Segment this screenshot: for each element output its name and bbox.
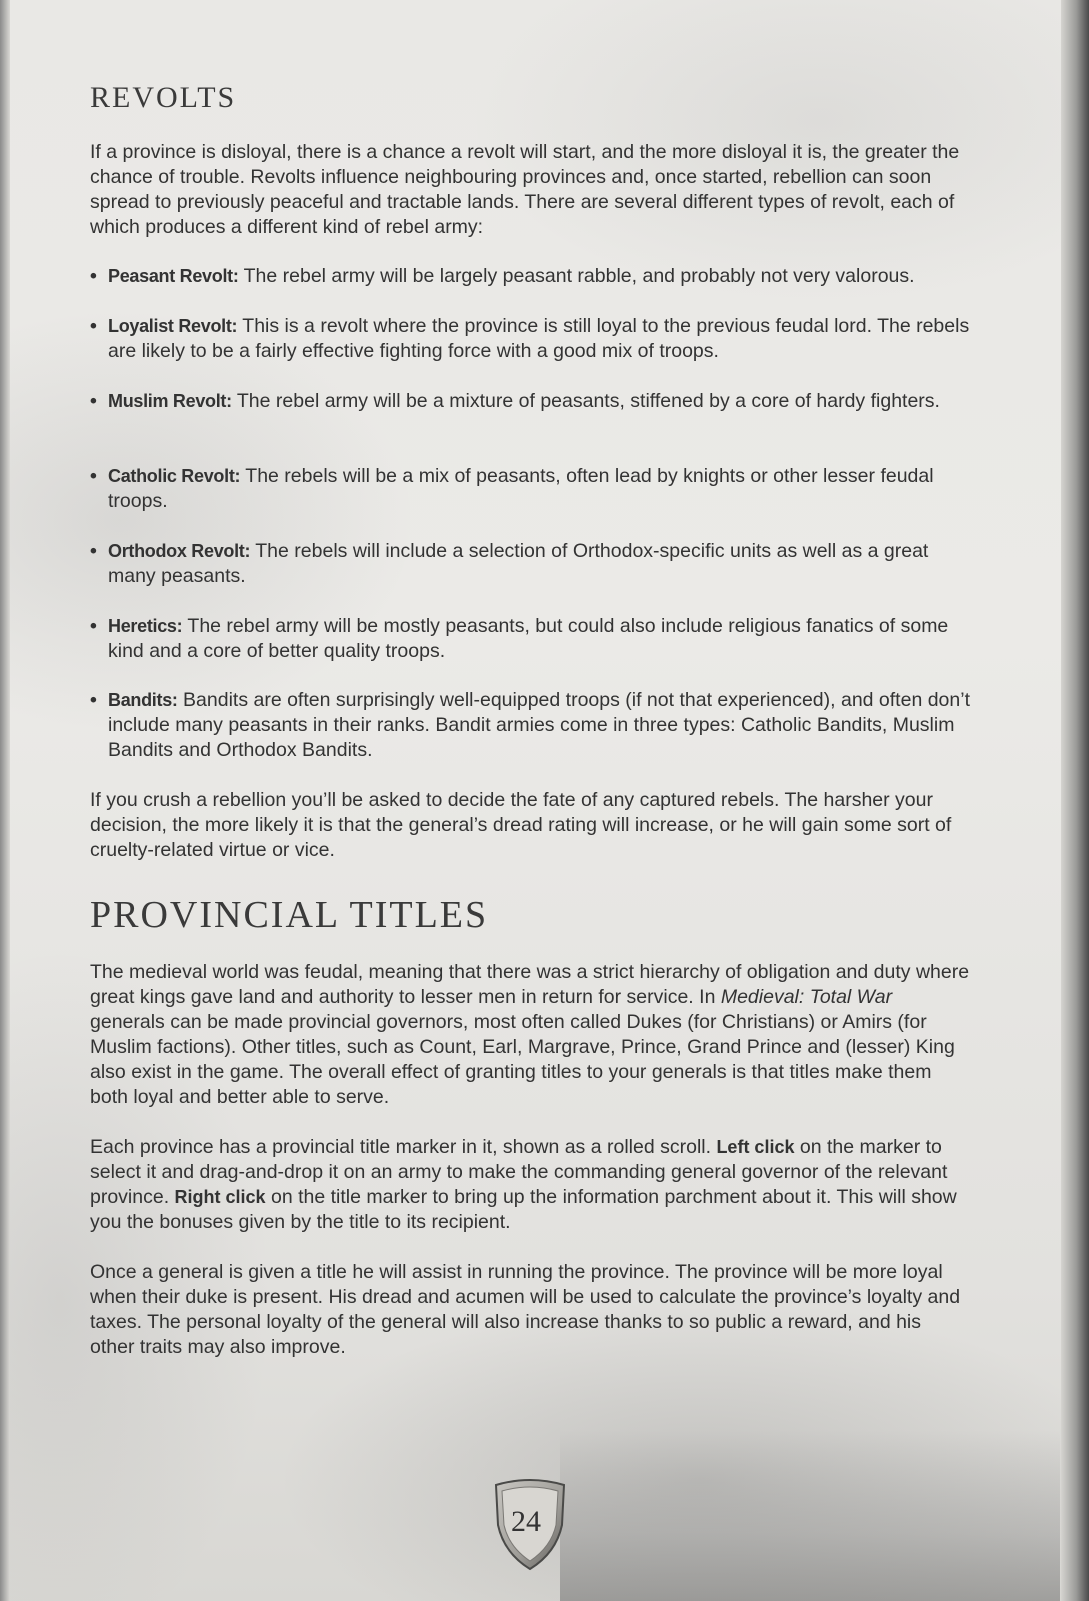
p2-text-end: on the title marker to bring up the information parchment about it. This will show you the bonuses given by the title to its recipient. (90, 1186, 957, 1233)
bullet-text: The rebel army will be mostly peasants, but could also include religious fanatics of some kind and a core of better quality troops. (108, 615, 949, 662)
bullet-peasant-revolt (90, 264, 970, 289)
right-click-term: Right click (174, 1187, 266, 1207)
background-artwork-band (560, 1430, 1060, 1601)
bullet-muslim-revolt (90, 389, 970, 414)
bullet-bandits (90, 688, 970, 763)
titles-paragraph-1 (90, 960, 970, 1110)
bullet-term: Peasant Revolt: (108, 266, 239, 286)
p2-text-middle: on the marker to select it and drag-and-drop it on an army to make the commanding general governor of the relevant province. (90, 1136, 948, 1208)
revolts-heading: REVOLTS (90, 81, 237, 114)
page-binding-shadow (1061, 0, 1089, 1601)
p2-text-start: Each province has a provincial title marker in it, shown as a rolled scroll. (90, 1136, 717, 1158)
page-number: 24 (511, 1505, 541, 1538)
bullet-term: Catholic Revolt: (108, 466, 241, 486)
bullet-text: Bandits are often surprisingly well-equipped troops (if not that experienced), and often don’t include many peasants in their ranks. Bandit armies come in three types: Catholic Bandits, Muslim Bandits and Orthodox Bandits. (108, 689, 970, 761)
bullet-term: Orthodox Revolt: (108, 541, 251, 561)
bullet-orthodox-revolt (90, 539, 970, 589)
titles-paragraph-2 (90, 1135, 970, 1235)
revolts-outro: If you crush a rebellion you’ll be asked to decide the fate of any captured rebels. The harsher your decision, the more likely it is that the general’s dread rating will increase, or he will gain some sort of cruelty-related virtue or vice. (90, 789, 952, 861)
bullet-term: Loyalist Revolt: (108, 316, 238, 336)
bullet-text: The rebel army will be largely peasant rabble, and probably not very valorous. (238, 265, 915, 287)
bullet-term: Heretics: (108, 616, 183, 636)
bullet-catholic-revolt (90, 464, 970, 514)
bullet-text: The rebel army will be a mixture of peasants, stiffened by a core of hardy fighters. (231, 390, 940, 412)
left-click-term: Left click (716, 1137, 795, 1157)
bullet-heretics (90, 614, 970, 664)
revolts-intro: If a province is disloyal, there is a chance a revolt will start, and the more disloyal it is, the greater the chance of trouble. Revolts influence neighbouring provinces and, once started, rebellion can soon spread to previously peaceful and tractable lands. There are several different types of revolt, each of which produces a different kind of rebel army: (90, 141, 960, 238)
p1-text-end: generals can be made provincial governors, most often called Dukes (for Christians) or Amirs (for Muslim factions). Other titles, such as Count, Earl, Margrave, Prince, Grand Prince and (lesser) King also exist in the game. The overall effect of granting titles to your generals is that titles make them both loyal and better able to serve. (90, 1011, 955, 1108)
bullet-text: The rebels will include a selection of Orthodox-specific units as well as a great many peasants. (108, 540, 929, 587)
titles-paragraph-3: Once a general is given a title he will assist in running the province. The province will be more loyal when their duke is present. His dread and acumen will be used to calculate the province’s loyalty and taxes. The personal loyalty of the general will also increase thanks to so public a reward, and his other traits may also improve. (90, 1261, 961, 1358)
bullet-term: Bandits: (108, 690, 178, 710)
bullet-loyalist-revolt (90, 314, 970, 364)
bullet-text: The rebels will be a mix of peasants, often lead by knights or other lesser feudal troops. (108, 465, 934, 512)
p1-text-start: The medieval world was feudal, meaning that there was a strict hierarchy of obligation and duty where great kings gave land and authority to lesser men in return for service. In (90, 961, 970, 1008)
game-title-italic: Medieval: Total War (720, 986, 893, 1008)
page-left-edge (0, 0, 10, 1601)
bullet-text: This is a revolt where the province is still loyal to the previous feudal lord. The rebels are likely to be a fairly effective fighting force with a good mix of troops. (108, 315, 970, 362)
provincial-titles-heading: PROVINCIAL TITLES (90, 894, 489, 936)
bullet-term: Muslim Revolt: (108, 391, 232, 411)
